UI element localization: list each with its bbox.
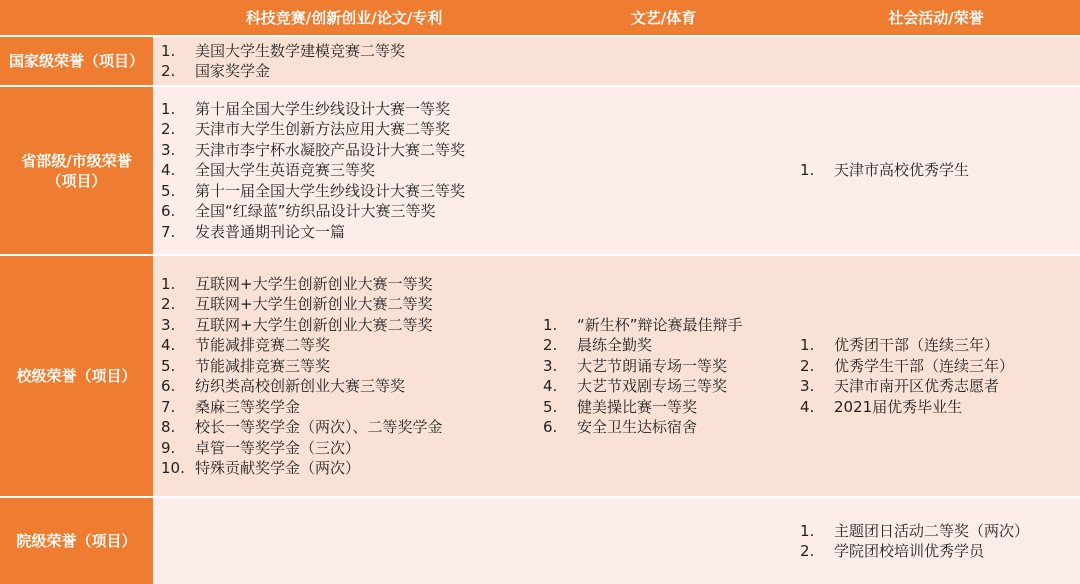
list-item-text: 天津市高校优秀学生: [834, 161, 970, 180]
list-item-number: 3.: [543, 356, 558, 375]
list-item: [543, 376, 743, 397]
list-item-number: 4.: [161, 161, 176, 180]
list-item: [543, 356, 743, 377]
list-item: [800, 356, 1014, 377]
list-item: [161, 335, 443, 356]
list-item: [543, 417, 743, 438]
list-item-number: 4.: [161, 336, 176, 354]
list-item-text: 桑麻三等奖学金: [195, 397, 301, 416]
list-item-number: 2.: [161, 62, 176, 80]
list-item-number: 10.: [161, 459, 185, 477]
list-item-number: 3.: [161, 315, 176, 334]
list-item-number: 6.: [161, 377, 176, 395]
list-item: [161, 417, 443, 438]
list-item: [161, 397, 443, 418]
list-item: [161, 41, 405, 62]
list-item: [161, 201, 465, 222]
cell-national-col3: [792, 37, 1080, 85]
list-item-text: 大艺节戏剧专场三等奖: [577, 377, 728, 395]
list-item-number: 4.: [543, 377, 558, 395]
list-item: [800, 160, 969, 181]
header-col2: 文艺/体育: [535, 0, 792, 35]
list-item-number: 2.: [161, 120, 176, 139]
cell-provincial-col3: [792, 87, 1080, 254]
list-item-text: 优秀学生干部（连续三年）: [834, 356, 1015, 375]
list-item-number: 1.: [161, 274, 176, 293]
cell-college-col1: [153, 498, 535, 584]
list-item: [543, 335, 743, 356]
list-item-number: 1.: [800, 161, 815, 180]
list-item: [543, 397, 743, 418]
list-item: [161, 61, 405, 82]
list-item-number: 1.: [800, 336, 815, 354]
row-label-national: 国家级荣誉（项目）: [0, 37, 153, 85]
list-item: [800, 397, 1014, 418]
cell-national-col1: [153, 37, 535, 85]
list-item-text: 特殊贡献奖学金（两次）: [195, 459, 361, 477]
list-item-number: 4.: [800, 397, 815, 416]
header-col3: 社会活动/荣誉: [792, 0, 1080, 35]
cell-college-col2: [535, 498, 792, 584]
list-item: [161, 315, 443, 336]
list-item-number: 1.: [161, 99, 176, 118]
header-col1: 科技竞赛/创新创业/论文/专利: [153, 0, 535, 35]
row-label-college: 院级荣誉（项目）: [0, 498, 153, 584]
list-item-text: 全国大学生英语竞赛三等奖: [195, 161, 376, 180]
cell-college-col3: [792, 498, 1080, 584]
cell-school-col2: [535, 256, 792, 496]
list-item-text: 2021届优秀毕业生: [834, 397, 963, 416]
list-item-number: 7.: [161, 397, 176, 416]
list-item: [800, 541, 1029, 562]
list-item-text: 国家奖学金: [195, 62, 271, 80]
list-item: [161, 119, 465, 140]
list-item: [161, 376, 443, 397]
list-item-number: 6.: [543, 418, 558, 436]
list-item-number: 7.: [161, 222, 176, 241]
list-item: [161, 356, 443, 377]
list-item: [543, 315, 743, 336]
list-item-number: 2.: [800, 356, 815, 375]
list-item: [161, 140, 465, 161]
list-item: [161, 438, 443, 459]
list-item: [161, 294, 443, 315]
list-item-text: 纺织类高校创新创业大赛三等奖: [195, 377, 406, 395]
list-item-text: 天津市南开区优秀志愿者: [834, 377, 1000, 395]
list-item-number: 2.: [543, 336, 558, 354]
list-item: [161, 181, 465, 202]
row-label-provincial-line1: 省部级/市级荣誉: [21, 151, 132, 170]
list-item-number: 8.: [161, 418, 176, 436]
list-item: [800, 521, 1029, 542]
list-item: [161, 274, 443, 295]
row-label-provincial-line2: （项目）: [46, 171, 107, 190]
list-item-text: 学院团校培训优秀学员: [834, 542, 985, 560]
list-item-text: 互联网+大学生创新创业大赛一等奖: [195, 274, 433, 293]
list-item-text: 天津市李宁杯水凝胶产品设计大赛二等奖: [195, 140, 466, 159]
list-item-text: 互联网+大学生创新创业大赛二等奖: [195, 315, 433, 334]
list-item: [161, 99, 465, 120]
list-item-text: 节能减排竞赛三等奖: [195, 356, 331, 375]
row-label-school: 校级荣誉（项目）: [0, 256, 153, 496]
list-item-text: 全国“红绿蓝”纺织品设计大赛三等奖: [195, 202, 436, 221]
list-item-text: 美国大学生数学建模竞赛二等奖: [195, 41, 406, 60]
list-item-text: 优秀团干部（连续三年）: [834, 336, 1000, 354]
row-label-provincial: [0, 87, 153, 254]
header-corner: [0, 0, 153, 35]
list-item-text: 安全卫生达标宿舍: [577, 418, 698, 436]
list-item-number: 1.: [543, 315, 558, 334]
list-item-text: 晨练全勤奖: [577, 336, 653, 354]
list-item-number: 5.: [543, 397, 558, 416]
list-item-text: 第十届全国大学生纱线设计大赛一等奖: [195, 99, 451, 118]
list-item: [161, 160, 465, 181]
list-item-text: 主题团日活动二等奖（两次）: [834, 521, 1030, 540]
list-item-text: 天津市大学生创新方法应用大赛二等奖: [195, 120, 451, 139]
list-item-number: 1.: [800, 521, 815, 540]
cell-provincial-col1: [153, 87, 535, 254]
list-item: [800, 376, 1014, 397]
list-item-number: 9.: [161, 438, 176, 457]
cell-school-col3: [792, 256, 1080, 496]
list-item: [161, 222, 465, 243]
list-item: [800, 335, 1014, 356]
list-item-text: 互联网+大学生创新创业大赛二等奖: [195, 295, 433, 313]
list-item-text: 大艺节朗诵专场一等奖: [577, 356, 728, 375]
list-item-number: 2.: [161, 295, 176, 313]
list-item-number: 3.: [161, 140, 176, 159]
list-item-number: 2.: [800, 542, 815, 560]
list-item-text: 校长一等奖学金（两次）、二等奖学金: [195, 418, 443, 436]
cell-provincial-col2: [535, 87, 792, 254]
list-item-number: 5.: [161, 356, 176, 375]
cell-national-col2: [535, 37, 792, 85]
list-item-number: 3.: [800, 377, 815, 395]
list-item-text: “新生杯”辩论赛最佳辩手: [577, 315, 743, 334]
list-item-text: 第十一届全国大学生纱线设计大赛三等奖: [195, 181, 466, 200]
list-item-number: 1.: [161, 41, 176, 60]
list-item-number: 5.: [161, 181, 176, 200]
list-item-number: 6.: [161, 202, 176, 221]
list-item-text: 健美操比赛一等奖: [577, 397, 698, 416]
list-item-text: 节能减排竞赛二等奖: [195, 336, 331, 354]
list-item-text: 发表普通期刊论文一篇: [195, 222, 346, 241]
cell-school-col1: [153, 256, 535, 496]
list-item: [161, 458, 443, 479]
list-item-text: 卓管一等奖学金（三次）: [195, 438, 361, 457]
